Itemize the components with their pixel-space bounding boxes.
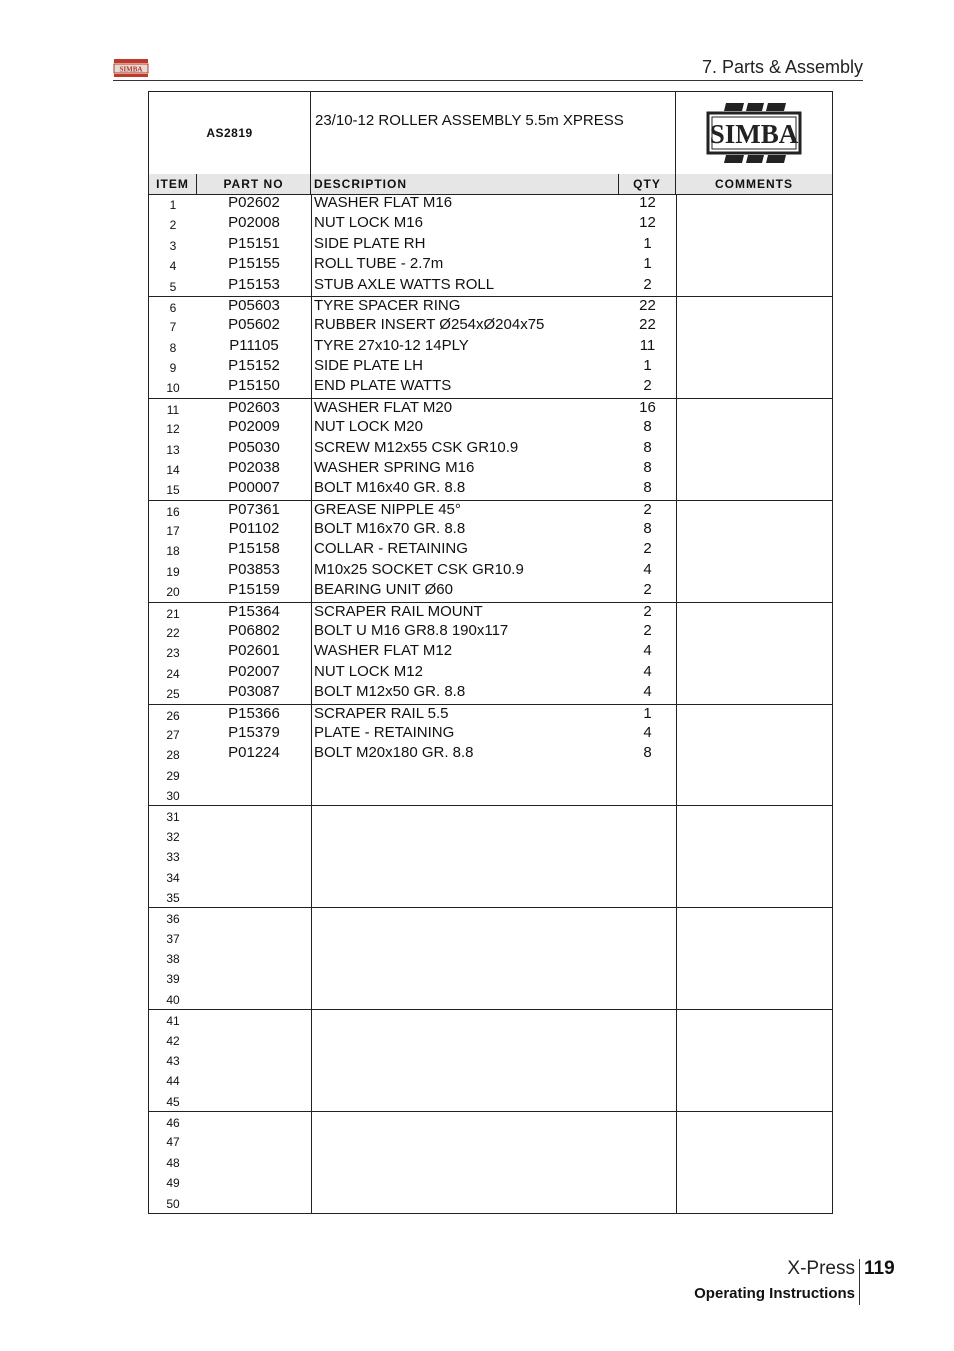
table-row xyxy=(149,765,832,785)
item-number: 4 xyxy=(169,259,177,274)
part-description: RUBBER INSERT Ø254xØ204x75 xyxy=(314,316,545,334)
part-description: WASHER FLAT M20 xyxy=(314,398,453,416)
table-row xyxy=(149,296,832,317)
part-description: BOLT U M16 GR8.8 190x117 xyxy=(314,621,509,639)
table-row xyxy=(149,1152,832,1172)
item-number: 33 xyxy=(166,850,180,865)
item-number: 7 xyxy=(169,320,177,335)
part-description: M10x25 SOCKET CSK GR10.9 xyxy=(314,560,524,578)
part-number: P15153 xyxy=(228,275,280,293)
item-number: 22 xyxy=(166,625,180,640)
item-number: 24 xyxy=(166,666,180,681)
item-number: 44 xyxy=(166,1074,180,1089)
table-row xyxy=(149,337,832,357)
item-number: 31 xyxy=(166,810,180,825)
table-row xyxy=(149,907,832,928)
quantity: 2 xyxy=(643,621,652,639)
part-number: P00007 xyxy=(228,479,280,497)
footer-brand: X-Press xyxy=(787,1258,855,1279)
part-number: P15151 xyxy=(228,234,280,252)
quantity: 2 xyxy=(643,500,652,518)
item-number: 41 xyxy=(166,1014,180,1029)
part-number: P15155 xyxy=(228,255,280,273)
table-row xyxy=(149,479,832,499)
quantity: 12 xyxy=(639,194,656,211)
table-row xyxy=(149,540,832,560)
part-description: ROLL TUBE - 2.7m xyxy=(314,255,444,273)
item-number: 16 xyxy=(166,504,180,519)
item-number: 6 xyxy=(169,300,177,315)
part-number: P06802 xyxy=(228,621,280,639)
item-number: 40 xyxy=(166,992,180,1007)
item-number: 39 xyxy=(166,972,180,987)
table-row xyxy=(149,1131,832,1151)
quantity: 8 xyxy=(643,458,652,476)
footer-subtitle: Operating Instructions xyxy=(694,1285,855,1302)
part-number: P15379 xyxy=(228,723,280,741)
table-row xyxy=(149,581,832,601)
part-description: SCRAPER RAIL MOUNT xyxy=(314,602,483,620)
part-description: SIDE PLATE RH xyxy=(314,234,426,252)
table-row xyxy=(149,602,832,623)
part-description: END PLATE WATTS xyxy=(314,377,452,395)
table-row xyxy=(149,867,832,887)
table-row xyxy=(149,561,832,581)
table-row xyxy=(149,724,832,744)
table-row xyxy=(149,928,832,948)
quantity: 2 xyxy=(643,540,652,558)
quantity: 4 xyxy=(643,560,652,578)
part-description: COLLAR - RETAINING xyxy=(314,540,468,558)
part-number: P02007 xyxy=(228,662,280,680)
part-number: P11105 xyxy=(229,336,279,354)
item-number: 45 xyxy=(166,1094,180,1109)
table-row xyxy=(149,887,832,907)
table-row xyxy=(149,1111,832,1132)
part-description: BOLT M16x40 GR. 8.8 xyxy=(314,479,466,497)
item-number: 19 xyxy=(166,564,180,579)
table-row xyxy=(149,1091,832,1111)
part-number: P03087 xyxy=(228,683,280,701)
part-number: P02008 xyxy=(228,214,280,232)
quantity: 8 xyxy=(643,438,652,456)
quantity: 8 xyxy=(643,479,652,497)
part-description: GREASE NIPPLE 45° xyxy=(314,500,461,518)
quantity: 1 xyxy=(643,357,652,375)
simba-header-logo xyxy=(113,58,149,78)
table-row xyxy=(149,704,832,725)
part-description: PLATE - RETAINING xyxy=(314,723,455,741)
item-number: 8 xyxy=(169,340,177,355)
item-number: 48 xyxy=(166,1155,180,1170)
item-number: 3 xyxy=(169,238,177,253)
quantity: 4 xyxy=(643,683,652,701)
simba-logo xyxy=(676,92,832,174)
item-number: 50 xyxy=(166,1196,180,1211)
quantity: 2 xyxy=(643,602,652,620)
part-number: P01102 xyxy=(228,520,280,538)
item-number: 5 xyxy=(169,279,177,294)
table-row xyxy=(149,846,832,866)
part-description: WASHER FLAT M16 xyxy=(314,194,453,211)
section-title: 7. Parts & Assembly xyxy=(701,57,863,77)
quantity: 8 xyxy=(643,418,652,436)
svg-text:SIMBA: SIMBA xyxy=(119,65,143,74)
item-number: 15 xyxy=(166,483,180,498)
item-number: 1 xyxy=(169,198,177,212)
part-description: BOLT M12x50 GR. 8.8 xyxy=(314,683,466,701)
item-number: 37 xyxy=(166,931,180,946)
table-row xyxy=(149,1172,832,1192)
table-row xyxy=(149,500,832,521)
part-number: P05030 xyxy=(228,438,280,456)
item-number: 43 xyxy=(166,1053,180,1068)
svg-text:SIMBA: SIMBA xyxy=(709,119,799,149)
item-number: 25 xyxy=(166,687,180,702)
col-part-no: PART NO xyxy=(197,174,311,194)
quantity: 8 xyxy=(643,520,652,538)
part-number: P15159 xyxy=(228,581,280,599)
item-number: 42 xyxy=(166,1033,180,1048)
table-row xyxy=(149,826,832,846)
table-row xyxy=(149,255,832,275)
item-number: 26 xyxy=(166,708,180,723)
assembly-code: AS2819 xyxy=(149,92,311,174)
item-number: 38 xyxy=(166,952,180,967)
quantity: 12 xyxy=(639,214,656,232)
part-description: BEARING UNIT Ø60 xyxy=(314,581,453,599)
quantity: 16 xyxy=(639,398,656,416)
item-number: 12 xyxy=(166,422,180,437)
table-row xyxy=(149,663,832,683)
part-number: P02009 xyxy=(228,418,280,436)
table-row xyxy=(149,398,832,419)
item-number: 11 xyxy=(166,402,180,417)
quantity: 8 xyxy=(643,744,652,762)
table-row xyxy=(149,276,832,296)
table-row xyxy=(149,805,832,826)
item-number: 49 xyxy=(166,1176,180,1191)
table-row xyxy=(149,989,832,1009)
quantity: 2 xyxy=(643,377,652,395)
part-description: NUT LOCK M12 xyxy=(314,662,423,680)
table-row xyxy=(149,948,832,968)
table-row xyxy=(149,357,832,377)
table-row xyxy=(149,1193,832,1213)
table-row xyxy=(149,968,832,988)
part-description: BOLT M16x70 GR. 8.8 xyxy=(314,520,466,538)
item-number: 18 xyxy=(166,544,180,559)
item-number: 17 xyxy=(166,524,180,539)
table-row xyxy=(149,194,832,214)
table-row xyxy=(149,439,832,459)
part-number: P05602 xyxy=(228,316,280,334)
table-row xyxy=(149,459,832,479)
footer-divider xyxy=(859,1259,860,1305)
part-number: P02601 xyxy=(228,642,280,660)
table-row xyxy=(149,1050,832,1070)
part-description: BOLT M20x180 GR. 8.8 xyxy=(314,744,474,762)
table-row xyxy=(149,744,832,764)
item-number: 2 xyxy=(169,218,177,233)
quantity: 11 xyxy=(639,336,656,354)
quantity: 4 xyxy=(643,642,652,660)
table-row xyxy=(149,1070,832,1090)
table-row xyxy=(149,622,832,642)
part-number: P02603 xyxy=(228,398,280,416)
header-divider xyxy=(113,80,863,81)
quantity: 22 xyxy=(639,316,656,334)
item-number: 32 xyxy=(166,829,180,844)
part-number: P02602 xyxy=(228,194,280,211)
quantity: 1 xyxy=(643,704,652,722)
item-number: 35 xyxy=(166,890,180,905)
part-number: P15364 xyxy=(228,602,280,620)
part-description: SIDE PLATE LH xyxy=(314,357,423,375)
table-row xyxy=(149,316,832,336)
item-number: 34 xyxy=(166,870,180,885)
part-number: P05603 xyxy=(228,296,280,314)
part-number: P01224 xyxy=(228,744,280,762)
col-description: DESCRIPTION xyxy=(311,174,619,194)
col-qty: QTY xyxy=(619,174,676,194)
part-number: P03853 xyxy=(228,560,280,578)
item-number: 28 xyxy=(166,748,180,763)
item-number: 36 xyxy=(166,912,180,927)
table-row xyxy=(149,214,832,234)
table-row xyxy=(149,642,832,662)
column-headers xyxy=(149,174,832,195)
table-row xyxy=(149,377,832,397)
col-comments: COMMENTS xyxy=(715,177,793,191)
parts-list-table xyxy=(148,91,833,1214)
quantity: 22 xyxy=(639,296,656,314)
part-number: P15150 xyxy=(228,377,280,395)
item-number: 47 xyxy=(166,1135,180,1150)
item-number: 27 xyxy=(166,727,180,742)
part-description: TYRE 27x10-12 14PLY xyxy=(314,336,469,354)
item-number: 20 xyxy=(166,585,180,600)
item-number: 30 xyxy=(166,789,180,804)
part-number: P15152 xyxy=(228,357,280,375)
table-row xyxy=(149,1030,832,1050)
assembly-header xyxy=(149,92,832,175)
part-description: SCREW M12x55 CSK GR10.9 xyxy=(314,438,519,456)
part-number: P07361 xyxy=(228,500,280,518)
part-number: P02038 xyxy=(228,458,280,476)
part-description: WASHER FLAT M12 xyxy=(314,642,453,660)
table-row xyxy=(149,235,832,255)
item-number: 9 xyxy=(169,361,177,376)
table-row xyxy=(149,785,832,805)
assembly-description: 23/10-12 ROLLER ASSEMBLY 5.5m XPRESS xyxy=(311,92,676,174)
quantity: 4 xyxy=(643,662,652,680)
item-number: 23 xyxy=(166,646,180,661)
part-description: WASHER SPRING M16 xyxy=(314,458,475,476)
col-item: ITEM xyxy=(149,174,197,194)
quantity: 4 xyxy=(643,723,652,741)
item-number: 21 xyxy=(166,606,180,621)
item-number: 13 xyxy=(166,442,180,457)
part-description: NUT LOCK M16 xyxy=(314,214,423,232)
part-description: TYRE SPACER RING xyxy=(314,296,461,314)
quantity: 1 xyxy=(643,234,652,252)
page-number: 119 xyxy=(864,1258,895,1279)
part-description: SCRAPER RAIL 5.5 xyxy=(314,704,449,722)
table-row xyxy=(149,1009,832,1030)
part-description: STUB AXLE WATTS ROLL xyxy=(314,275,495,293)
table-row xyxy=(149,683,832,703)
table-row xyxy=(149,418,832,438)
item-number: 46 xyxy=(166,1116,180,1131)
item-number: 29 xyxy=(166,768,180,783)
part-number: P15366 xyxy=(228,704,280,722)
quantity: 2 xyxy=(643,581,652,599)
quantity: 1 xyxy=(643,255,652,273)
part-number: P15158 xyxy=(228,540,280,558)
part-description: NUT LOCK M20 xyxy=(314,418,423,436)
item-number: 10 xyxy=(166,381,180,396)
item-number: 14 xyxy=(166,462,180,477)
quantity: 2 xyxy=(643,275,652,293)
table-row xyxy=(149,520,832,540)
